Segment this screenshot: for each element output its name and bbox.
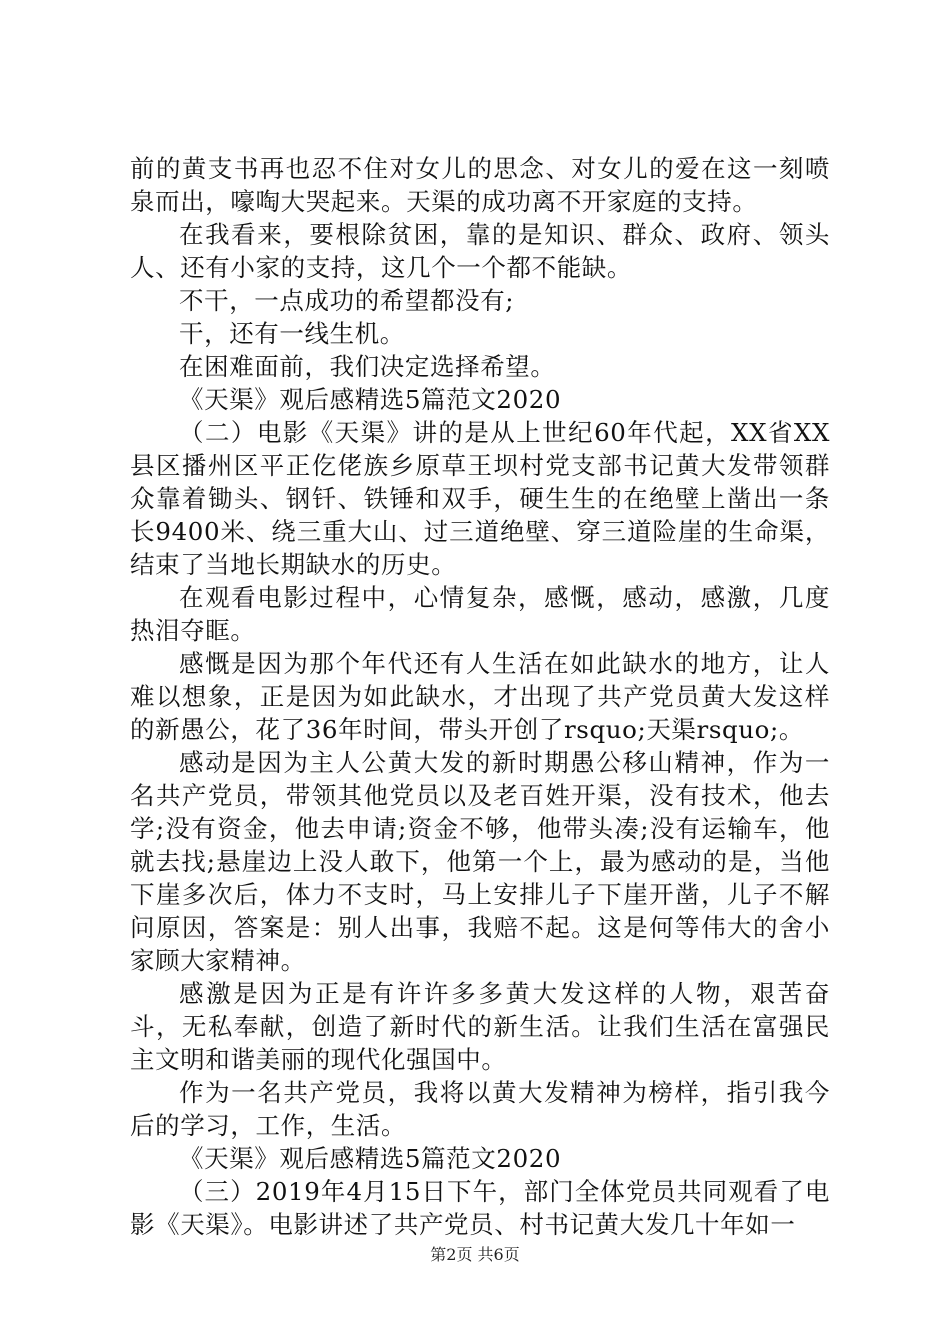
- paragraph: 前的黄支书再也忍不住对女儿的思念、对女儿的爱在这一刻喷泉而出，嚎啕大哭起来。天渠的成功离不开家庭的支持。: [130, 154, 830, 216]
- paragraph: 不干，一点成功的希望都没有;: [179, 286, 515, 315]
- paragraph: 感激是因为正是有许许多多黄大发这样的人物，艰苦奋斗，无私奉献，创造了新时代的新生活。让我们生活在富强民主文明和谐美丽的现代化强国中。: [130, 979, 830, 1074]
- page-number: 第2页 共6页: [430, 1245, 520, 1264]
- paragraph: （三）2019年4月15日下午，部门全体党员共同观看了电影《天渠》。电影讲述了共产党员、村书记黄大发几十年如一: [130, 1177, 830, 1239]
- section-heading: 《天渠》观后感精选5篇范文2020: [179, 385, 562, 414]
- paragraph: 在我看来，要根除贫困，靠的是知识、群众、政府、领头人、还有小家的支持，这几个一个都不能缺。: [130, 220, 830, 282]
- paragraph: 在困难面前，我们决定选择希望。: [179, 352, 556, 381]
- paragraph: 感动是因为主人公黄大发的新时期愚公移山精神，作为一名共产党员，带领其他党员以及老百姓开渠，没有技术，他去学;没有资金，他去申请;资金不够，他带头凑;没有运输车，他就去找;悬崖边上没人敢下，他第一个上，最为感动的是，当他下崖多次后，体力不支时，马上安排儿子下崖开凿，儿子不解问原因，答案是：别人出事，我赔不起。这是何等伟大的舍小家顾大家精神。: [130, 748, 830, 975]
- paragraph: （二）电影《天渠》讲的是从上世纪60年代起，XX省XX县区播州区平正仡佬族乡原草王坝村党支部书记黄大发带领群众靠着锄头、钢钎、铁锤和双手，硬生生的在绝壁上凿出一条长9400米、绕三重大山、过三道绝壁、穿三道险崖的生命渠，结束了当地长期缺水的历史。: [130, 418, 830, 579]
- paragraph: 作为一名共产党员，我将以黄大发精神为榜样，指引我今后的学习，工作，生活。: [130, 1078, 830, 1140]
- paragraph: 在观看电影过程中，心情复杂，感慨，感动，感激，几度热泪夺眶。: [130, 583, 830, 645]
- document-body: [130, 152, 830, 1241]
- paragraph: 感慨是因为那个年代还有人生活在如此缺水的地方，让人难以想象，正是因为如此缺水，才出现了共产党员黄大发这样的新愚公，花了36年时间，带头开创了rsquo;天渠rsquo;。: [130, 649, 830, 744]
- section-heading: 《天渠》观后感精选5篇范文2020: [179, 1144, 562, 1173]
- paragraph: 干，还有一线生机。: [179, 319, 405, 348]
